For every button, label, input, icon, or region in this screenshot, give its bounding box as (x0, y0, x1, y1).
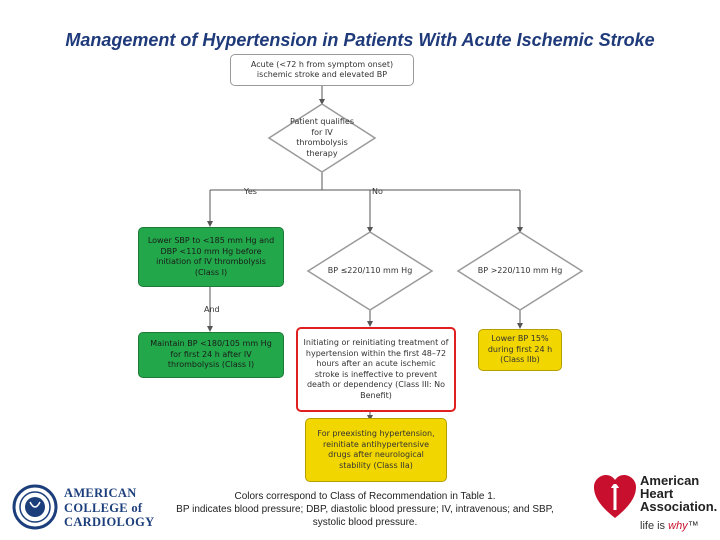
green-box-maintain-bp-text: Maintain BP <180/105 mm Hg for first 24 h after IV thrombolysis (Class I) (150, 339, 272, 370)
decision-iv-text: Patient qualifies for IV thrombolysis therapy (289, 117, 355, 158)
aha-tag-tm: ™ (687, 520, 699, 532)
and-label: And (204, 305, 220, 314)
aha-tagline (640, 520, 699, 532)
decision-gt-text: BP >220/110 mm Hg (477, 265, 563, 275)
green-box-lower-sbp-text: Lower SBP to <185 mm Hg and DBP <110 mm Hg before initiation of IV thrombolysis (Class I) (147, 236, 275, 277)
aha-line-2: Heart (640, 486, 674, 501)
acc-wordmark (64, 486, 155, 530)
acc-line-3: CARDIOLOGY (64, 515, 155, 529)
red-box-class-iii (296, 327, 456, 412)
acc-logo (12, 484, 158, 532)
aha-heart-torch-icon (592, 472, 638, 522)
aha-wordmark (640, 474, 717, 513)
green-box-maintain-bp (138, 332, 284, 378)
yes-label: Yes (244, 187, 257, 196)
acc-line-1: AMERICAN (64, 486, 137, 500)
footer-line-3: systolic blood pressure. (312, 517, 418, 528)
aha-tag-why: why (668, 520, 688, 532)
yellow-box-reinitiate (305, 418, 447, 482)
aha-line-3: Association. (640, 499, 718, 514)
footer-line-2: BP indicates blood pressure; DBP, diastolic blood pressure; IV, intravenous; and SBP, (176, 504, 554, 515)
decision-le-text: BP ≤220/110 mm Hg (327, 265, 413, 275)
start-box-text: Acute (<72 h from symptom onset) ischemic stroke and elevated BP (250, 59, 394, 79)
page-title: Management of Hypertension in Patients With Acute Ischemic Stroke (65, 30, 655, 50)
footer-caption (150, 490, 580, 529)
acc-line-2: COLLEGE of (64, 500, 143, 515)
green-box-lower-sbp (138, 227, 284, 287)
yellow-box-reinitiate-text: For preexisting hypertension, reinitiate antihypertensive drugs after neurological stability (Class IIa) (317, 429, 435, 470)
yellow-box-lower-bp-text: Lower BP 15% during first 24 h (Class IIb) (487, 334, 553, 365)
aha-tag-life: life is (640, 520, 669, 532)
start-box (230, 54, 414, 86)
yellow-box-lower-bp (478, 329, 562, 371)
aha-line-1: American (640, 473, 700, 488)
red-box-class-iii-text: Initiating or reinitiating treatment of hypertension within the first 48–72 hours after an acute ischemic stroke is ineffective to prevent death or dependency (Class III: No Benefit) (303, 338, 449, 400)
acc-seal-icon (12, 484, 58, 530)
aha-logo (590, 470, 718, 538)
footer-line-1: Colors correspond to Class of Recommendation in Table 1. (234, 491, 496, 502)
no-label: No (372, 187, 383, 196)
